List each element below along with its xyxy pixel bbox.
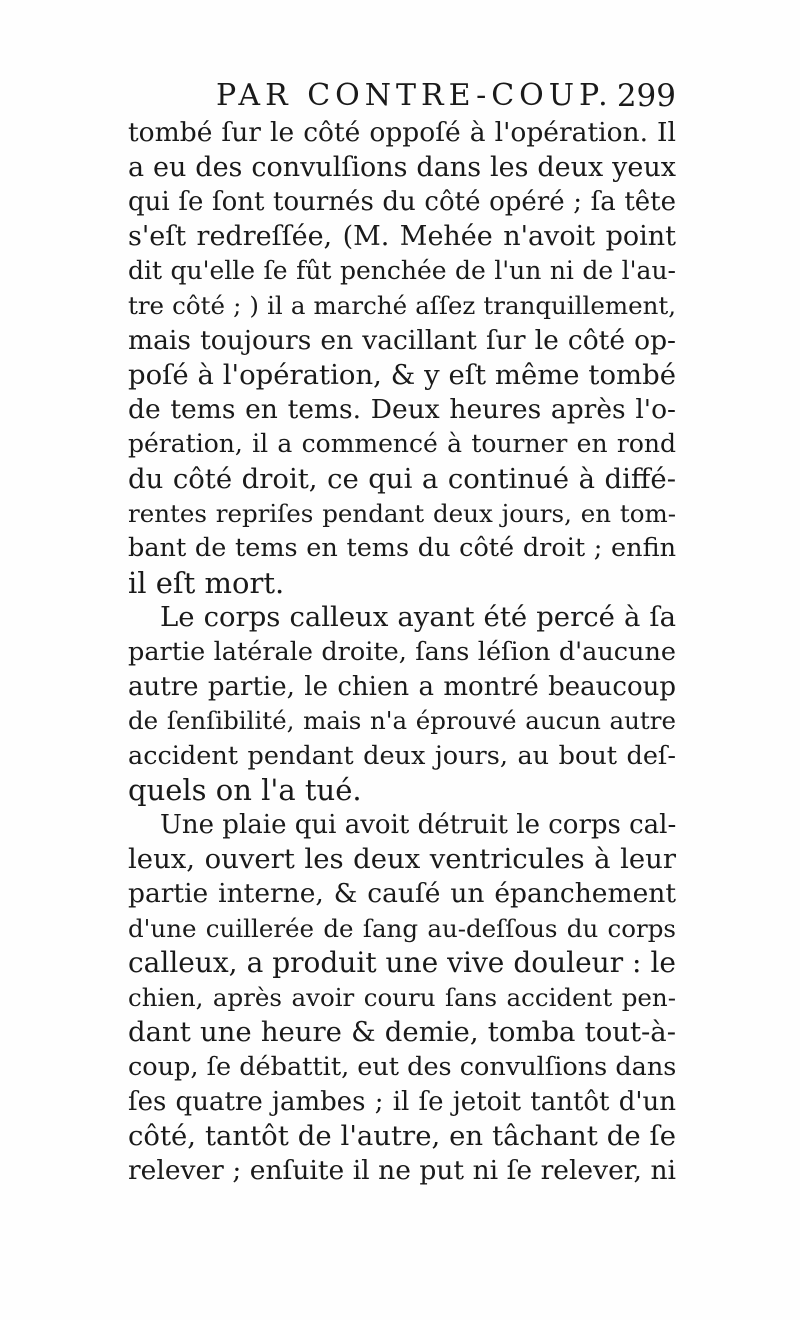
text-line: partie latérale droite, ſans léſion d'aucune	[128, 636, 676, 667]
text-line: partie interne, & cauſé un épanchement	[128, 878, 676, 910]
text-line: bant de tems en tems du côté droit ; enfin	[128, 533, 676, 564]
text-line: coup, ſe débattit, eut des convulſions dans	[128, 1052, 676, 1083]
text-line: dit qu'elle ſe fût penchée de l'un ni de l'au-	[128, 256, 676, 286]
text-line: autre partie, le chien a montré beaucoup	[128, 671, 676, 702]
page-header	[128, 74, 676, 118]
text-line: chien, après avoir couru ſans accident pen-	[128, 982, 676, 1012]
text-line: tombé ſur le côté oppoſé à l'opération. Il	[128, 117, 676, 148]
text-line: Le corps calleux ayant été percé à ſa	[160, 601, 676, 634]
text-line: Une plaie qui avoit détruit le corps cal-	[160, 809, 676, 840]
text-line: d'une cuillerée de ſang au-deſſous du corps	[128, 913, 676, 943]
text-line: rentes repriſes pendant deux jours, en tom-	[128, 498, 676, 528]
text-line: leux, ouvert les deux ventricules à leur	[128, 843, 676, 876]
text-line: qui ſe ſont tournés du côté opéré ; ſa tête	[128, 187, 676, 218]
text-line: quels on l'a tué.	[128, 773, 362, 808]
text-line: il eſt mort.	[128, 565, 285, 600]
text-line: accident pendant deux jours, au bout deſ-	[128, 740, 676, 771]
text-line: a eu des convulſions dans les deux yeux	[128, 151, 676, 183]
text-line: côté, tantôt de l'autre, en tâchant de ſe	[128, 1120, 676, 1153]
text-line: poſé à l'opération, & y eſt même tombé	[128, 359, 676, 392]
body-text	[128, 116, 676, 1188]
text-line: pération, il a commencé à tourner en rond	[128, 429, 676, 459]
text-line: du côté droit, ce qui a continué à diffé-	[128, 462, 676, 495]
text-line: s'eſt redreſſée, (M. Mehée n'avoit point	[128, 220, 676, 252]
page-number: 299	[616, 78, 676, 114]
text-line: relever ; enſuite il ne put ni ſe relever, ni	[128, 1154, 676, 1186]
text-line: calleux, a produit une vive douleur : le	[128, 946, 676, 980]
text-line: tre côté ; ) il a marché aſſez tranquillement,	[128, 290, 676, 320]
running-head: PAR CONTRE-COUP.	[216, 78, 613, 113]
text-line: de tems en tems. Deux heures après l'o-	[128, 393, 676, 425]
text-line: de ſenſibilité, mais n'a éprouvé aucun autre	[128, 706, 676, 736]
text-line: mais toujours en vacillant ſur le côté op-	[128, 324, 676, 356]
text-line: ſes quatre jambes ; il ſe jetoit tantôt d'un	[128, 1086, 676, 1117]
text-line: dant une heure & demie, tomba tout-à-	[128, 1016, 676, 1049]
